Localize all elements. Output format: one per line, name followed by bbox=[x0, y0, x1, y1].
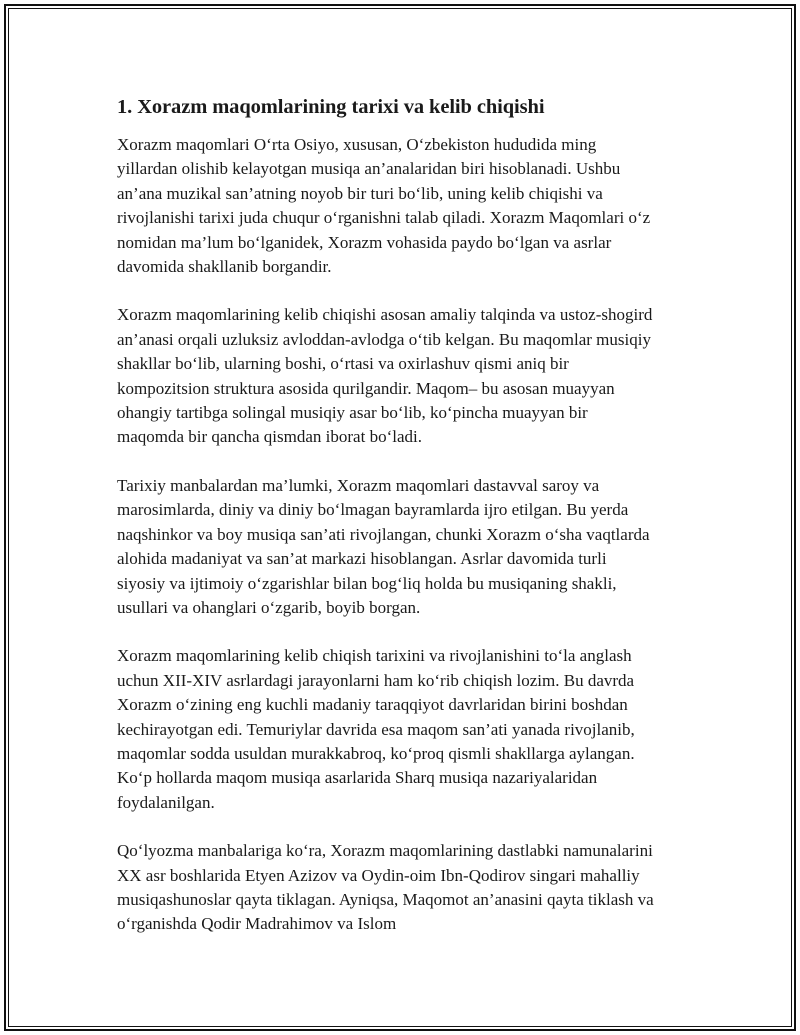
paragraph-1: Xorazm maqomlari O‘rta Osiyo, xususan, O‘zbekiston hududida ming yillardan olishib kelayotgan musiqa an’analaridan biri hisoblanadi. Ushbu an’ana muzikal san’atning noyob bir turi bo‘lib, uning kelib chiqishi va rivojlanishi tarixi juda chuqur o‘rganishni talab qiladi. Xorazm Maqomlari o‘z nomidan ma’lum bo‘lganidek, Xorazm vohasida paydo bo‘lgan va asrlar davomida shakllanib borgandir. bbox=[117, 135, 651, 277]
section-heading: 1. Xorazm maqomlarining tarixi va kelib chiqishi bbox=[117, 96, 545, 118]
paragraph-3: Tarixiy manbalardan ma’lumki, Xorazm maqomlari dastavval saroy va marosimlarda, diniy va diniy bo‘lmagan bayramlarda ijro etilgan. Bu yerda naqshinkor va boy musiqa san’ati rivojlangan, chunki Xorazm o‘sha vaqtlarda alohida madaniyat va san’at markazi hisoblangan. Asrlar davomida turli siyosiy va ijtimoiy o‘zgarishlar bilan bog‘liq holda bu musiqaning shakli, usullari va ohanglari o‘zgarib, boyib borgan. bbox=[117, 475, 650, 617]
document-body bbox=[117, 93, 657, 961]
paragraph-2: Xorazm maqomlarining kelib chiqishi asosan amaliy talqinda va ustoz-shogird an’anasi orqali uzluksiz avloddan-avlodga o‘tib kelgan. Bu maqomlar musiqiy shakllar bo‘lib, ularning boshi, o‘rtasi va oxirlashuv qismi aniq bir kompozitsion struktura asosida qurilgandir. Maqom– bu asosan muayyan ohangiy tartibga solingal musiqiy asar bo‘lib, ko‘pincha muayyan bir maqomda bir qancha qismdan iborat bo‘ladi. bbox=[117, 305, 653, 447]
paragraph-4: Xorazm maqomlarining kelib chiqish tarixini va rivojlanishini to‘la anglash uchun XII-XIV asrlardagi jarayonlarni ham ko‘rib chiqish lozim. Bu davrda Xorazm o‘zining eng kuchli madaniy taraqqiyot davrlaridan birini boshdan kechirayotgan edi. Temuriylar davrida esa maqom san’ati yanada rivojlanib, maqomlar sodda usuldan murakkabroq, ko‘proq qismli shakllarga aylangan. Ko‘p hollarda maqom musiqa asarlarida Sharq musiqa nazariyalaridan foydalanilgan. bbox=[117, 646, 635, 812]
paragraph-5: Qo‘lyozma manbalariga ko‘ra, Xorazm maqomlarining dastlabki namunalarini XX asr boshlarida Etyen Azizov va Oydin-oim Ibn-Qodirov singari mahalliy musiqashunoslar qayta tiklagan. Ayniqsa, Maqomot an’anasini qayta tiklash va o‘rganishda Qodir Madrahimov va Islom bbox=[117, 841, 654, 934]
